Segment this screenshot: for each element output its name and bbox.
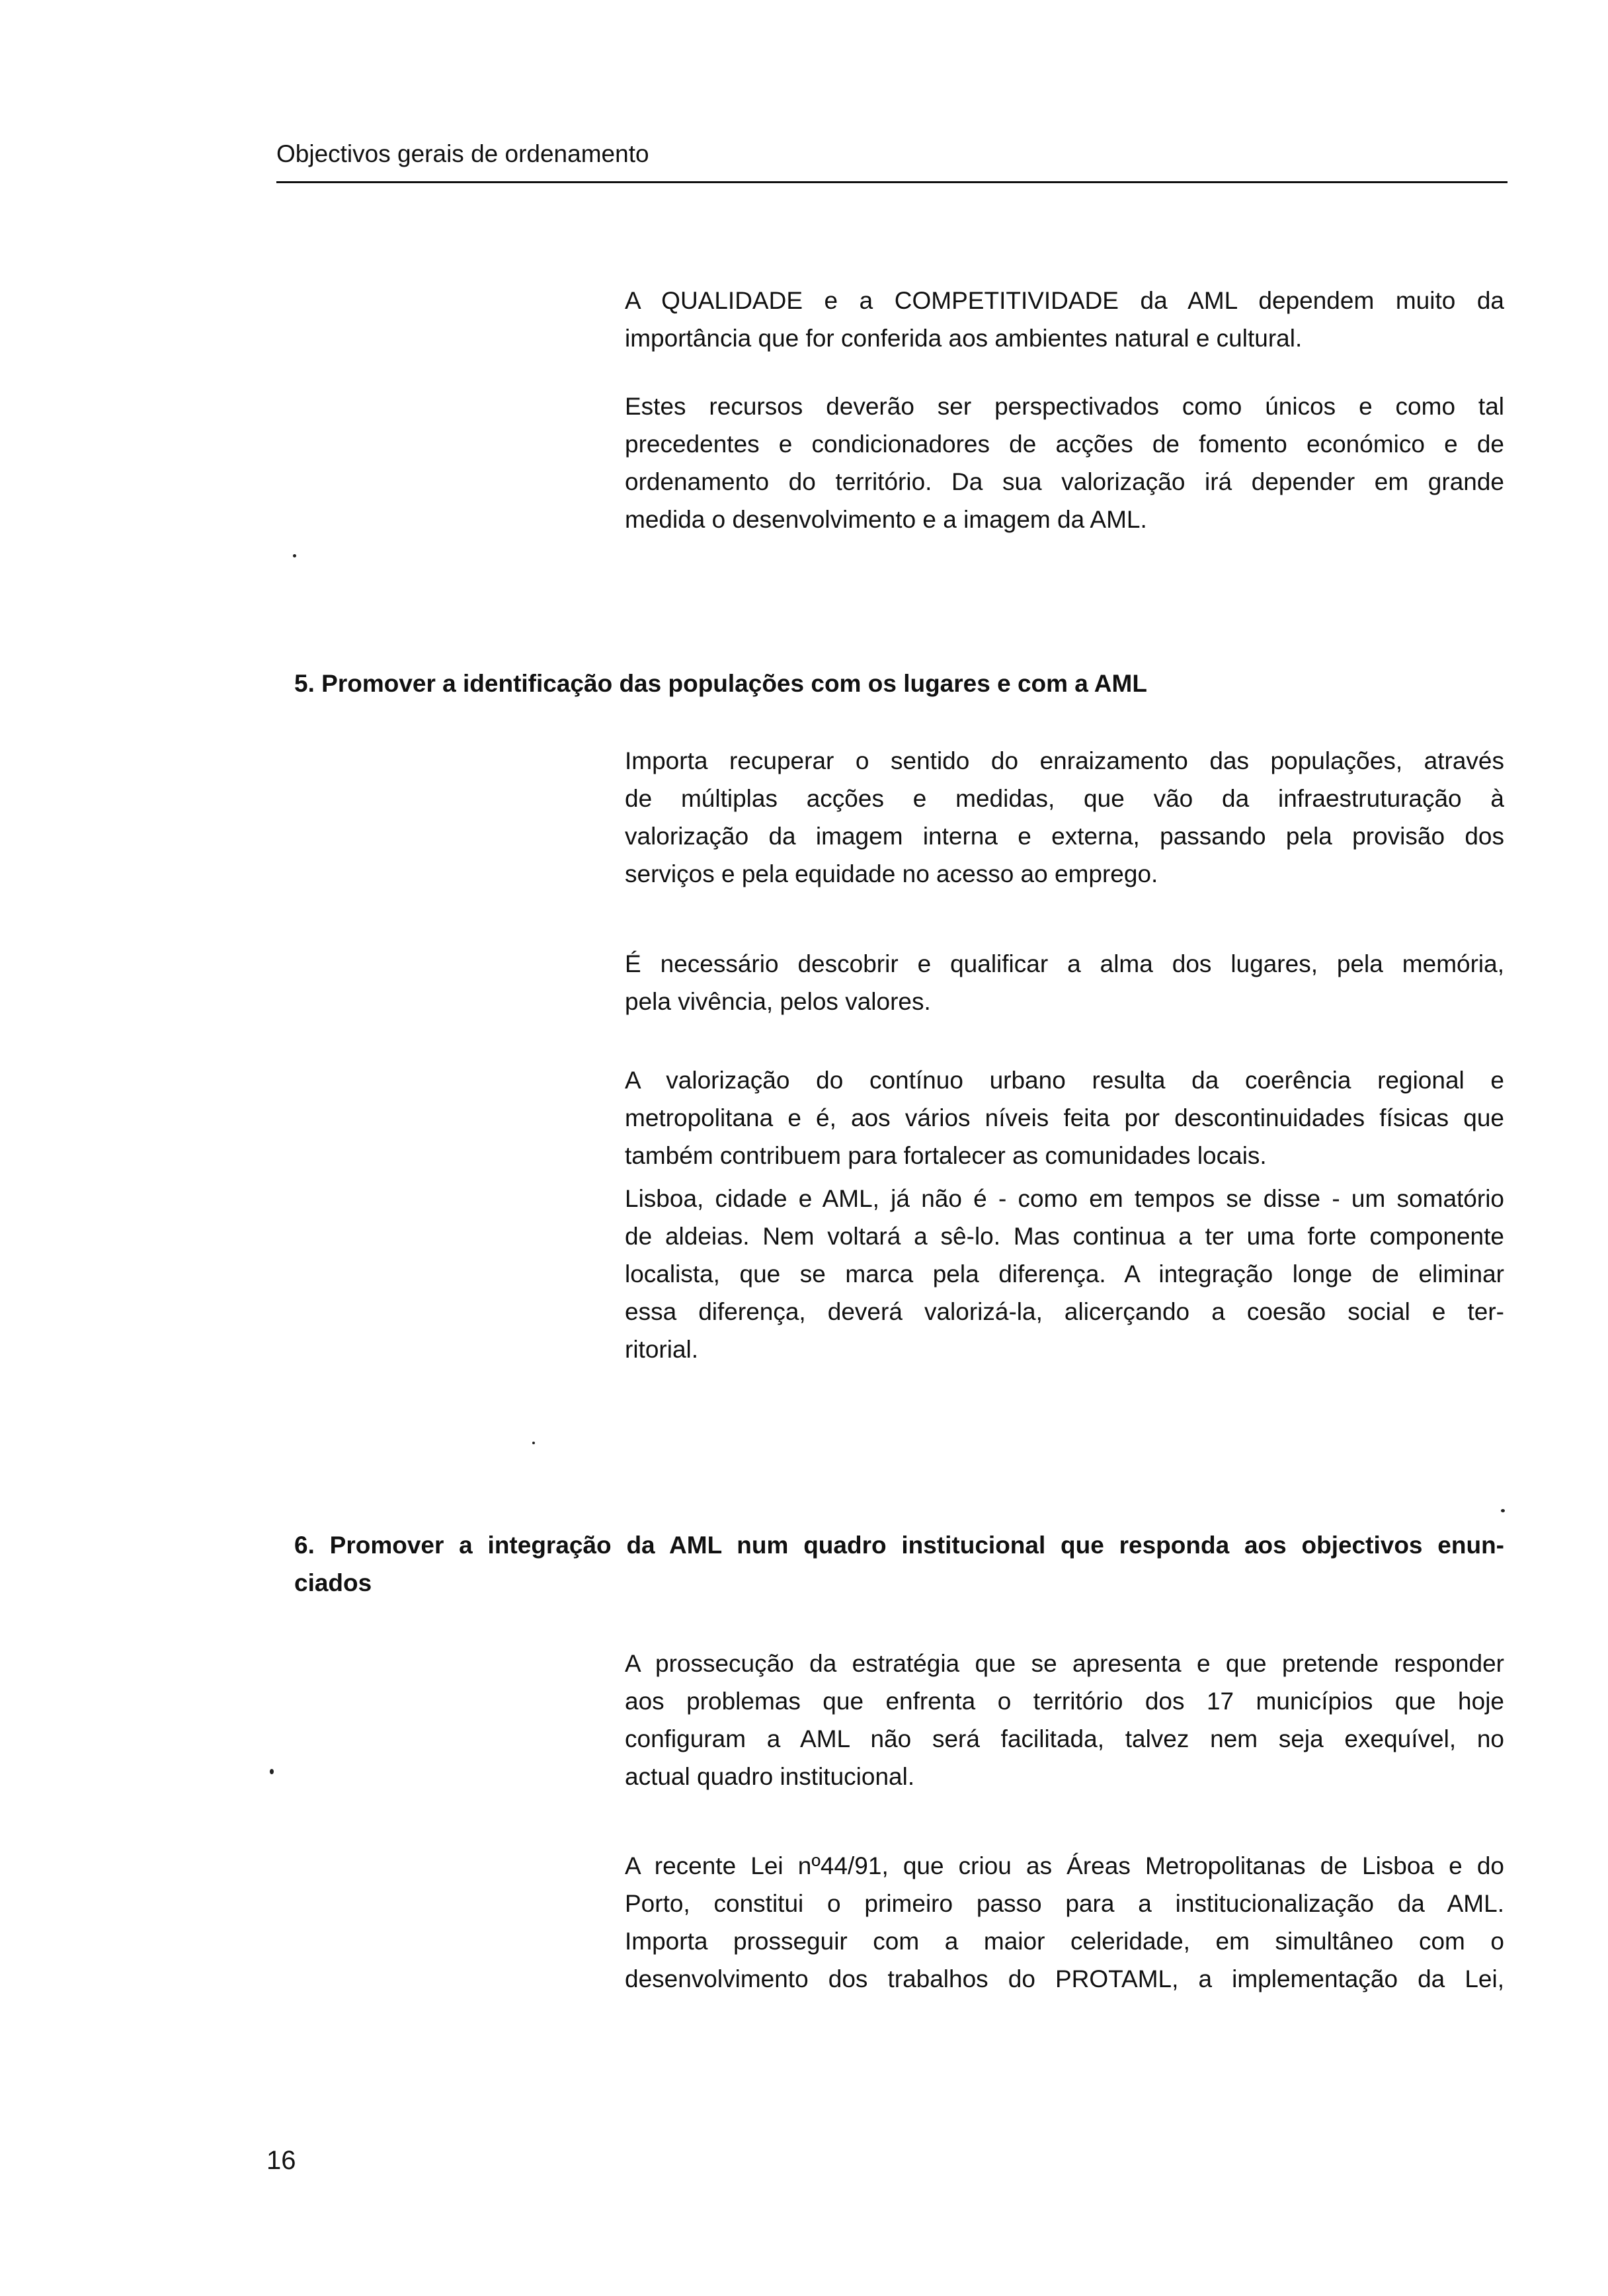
scan-speck: [1501, 1509, 1505, 1512]
text-line: Estes recursos deverão ser perspectivados como únicos e como tal: [625, 393, 1504, 420]
paragraph: [625, 282, 1504, 357]
page-number: 16: [266, 2146, 296, 2175]
text-line: ordenamento do território. Da sua valorização irá depender em grande: [625, 468, 1504, 495]
text-line: configuram a AML não será facilitada, talvez nem seja exequível, no: [625, 1725, 1504, 1752]
text-line: Importa recuperar o sentido do enraizamento das populações, através: [625, 747, 1504, 774]
text-line: A recente Lei nº44/91, que criou as Áreas Metropolitanas de Lisboa e do: [625, 1852, 1504, 1879]
text-line: 5. Promover a identificação das populações com os lugares e com a AML: [294, 670, 1147, 697]
running-header: Objectivos gerais de ordenamento: [276, 140, 649, 167]
text-line: precedentes e condicionadores de acções de fomento económico e de: [625, 430, 1504, 458]
section-heading: [294, 665, 1504, 702]
paragraph: [625, 1061, 1504, 1174]
text-line: de aldeias. Nem voltará a sê-lo. Mas continua a ter uma forte componente: [625, 1223, 1504, 1250]
paragraph: [625, 388, 1504, 538]
text-line: A QUALIDADE e a COMPETITIVIDADE da AML dependem muito da: [625, 287, 1504, 314]
section-heading: [294, 1526, 1504, 1602]
text-line: Lisboa, cidade e AML, já não é - como em tempos se disse - um somatório: [625, 1185, 1504, 1212]
text-line: Porto, constitui o primeiro passo para a institucionalização da AML.: [625, 1890, 1504, 1917]
text-line: essa diferença, deverá valorizá-la, alicerçando a coesão social e ter-: [625, 1298, 1504, 1325]
text-line: também contribuem para fortalecer as comunidades locais.: [625, 1142, 1267, 1169]
text-line: 6. Promover a integração da AML num quadro institucional que responda aos objectivos enun-: [294, 1532, 1504, 1559]
text-line: actual quadro institucional.: [625, 1763, 915, 1790]
header-rule: [276, 181, 1508, 183]
paragraph: [625, 742, 1504, 893]
text-line: importância que for conferida aos ambientes natural e cultural.: [625, 325, 1303, 352]
text-line: medida o desenvolvimento e a imagem da AML.: [625, 506, 1147, 533]
scan-speck: [293, 554, 296, 557]
scan-speck: [532, 1442, 535, 1444]
text-line: É necessário descobrir e qualificar a alma dos lugares, pela memória,: [625, 950, 1504, 977]
text-line: Importa prosseguir com a maior celeridade, em simultâneo com o: [625, 1928, 1504, 1955]
paragraph: [625, 1645, 1504, 1795]
text-line: A prossecução da estratégia que se apresenta e que pretende responder: [625, 1650, 1504, 1677]
text-line: serviços e pela equidade no acesso ao emprego.: [625, 860, 1158, 887]
text-line: valorização da imagem interna e externa, passando pela provisão dos: [625, 823, 1504, 850]
text-line: pela vivência, pelos valores.: [625, 988, 931, 1015]
text-line: localista, que se marca pela diferença. A integração longe de eliminar: [625, 1260, 1504, 1288]
text-line: de múltiplas acções e medidas, que vão da infraestruturação à: [625, 785, 1504, 812]
text-line: desenvolvimento dos trabalhos do PROTAML, a implementação da Lei,: [625, 1965, 1504, 1992]
text-line: ritorial.: [625, 1336, 699, 1363]
paragraph: [625, 945, 1504, 1020]
scan-speck: [270, 1769, 274, 1774]
text-line: aos problemas que enfrenta o território dos 17 municípios que hoje: [625, 1688, 1504, 1715]
paragraph: [625, 1847, 1504, 1998]
text-line: metropolitana e é, aos vários níveis feita por descontinuidades físicas que: [625, 1104, 1504, 1131]
text-line: ciados: [294, 1569, 372, 1596]
text-line: A valorização do contínuo urbano resulta da coerência regional e: [625, 1067, 1504, 1094]
paragraph: [625, 1180, 1504, 1368]
